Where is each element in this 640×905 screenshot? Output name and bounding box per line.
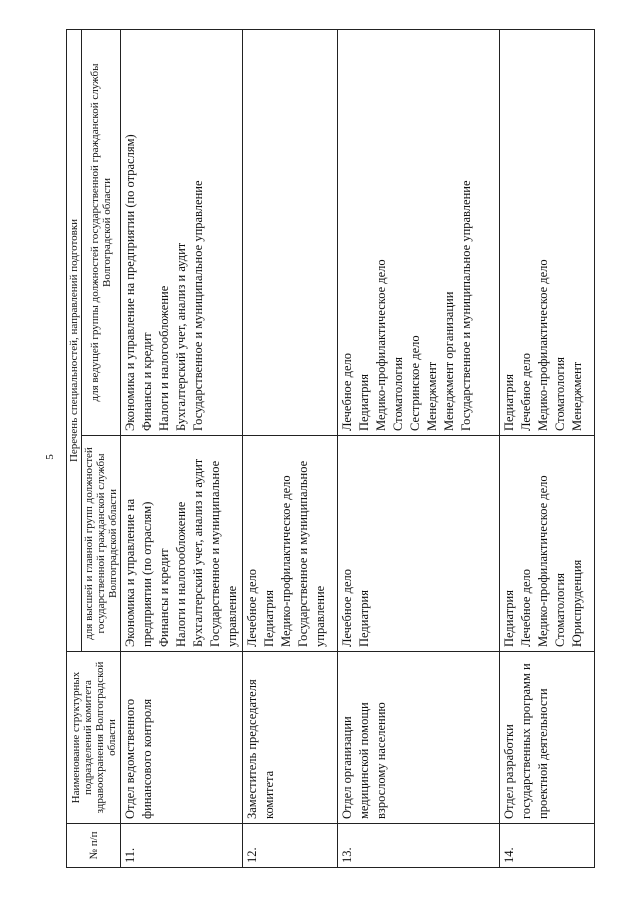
specialty-item: Стоматология — [553, 357, 567, 431]
specialties-table — [66, 29, 595, 868]
specialty-item: Финансы и кредит — [140, 332, 154, 431]
specialty-item: Бухгалтерский учет, анализ и аудит — [174, 242, 188, 431]
leading-specialties-cell — [243, 29, 338, 435]
specialty-item: Государственное и муниципальное управление — [296, 460, 327, 647]
table-row — [121, 29, 243, 867]
unit-name: Отдел ведомственного финансового контроля — [121, 652, 243, 824]
table-row — [243, 29, 338, 867]
specialty-item: Государственное и муниципальное управление — [459, 180, 473, 431]
specialty-item: Менеджмент — [425, 361, 439, 431]
page-number: 5 — [44, 454, 56, 460]
specialty-item: Менеджмент организации — [442, 291, 456, 431]
specialty-item: Медико-профилактическое дело — [279, 475, 293, 647]
specialty-item: Педиатрия — [502, 374, 516, 431]
row-number: 13. — [338, 824, 500, 868]
header-leading-group: для ведущей группы должностей государственной гражданской службы Волгоградской области — [82, 29, 121, 435]
unit-name: Заместитель председателя комитета — [243, 652, 338, 824]
unit-name: Отдел организации медицинской помощи взрослому населению — [338, 652, 500, 824]
senior-specialties-cell — [338, 436, 500, 652]
senior-specialties-cell — [121, 436, 243, 652]
specialty-item: Финансы и кредит — [157, 548, 171, 647]
specialty-item: Менеджмент — [570, 361, 584, 431]
header-specialties: Перечень специальностей, направлений подготовки — [67, 29, 82, 651]
leading-specialties-cell — [338, 29, 500, 435]
senior-specialties-cell — [243, 436, 338, 652]
rotated-page — [66, 15, 584, 885]
specialty-item: Лечебное дело — [340, 353, 354, 431]
specialty-item: Стоматология — [391, 357, 405, 431]
table-row — [338, 29, 500, 867]
specialty-item: Экономика и управление на предприятии (по отраслям) — [123, 498, 154, 647]
specialty-item: Бухгалтерский учет, анализ и аудит — [191, 458, 205, 647]
table-row — [500, 29, 595, 867]
specialty-item: Педиатрия — [357, 590, 371, 647]
header-senior-groups: для высшей и главной групп должностей государственной гражданской службы Волгоградской области — [82, 436, 121, 652]
specialty-item: Экономика и управление на предприятии (по отраслям) — [123, 134, 137, 431]
specialty-item: Лечебное дело — [245, 569, 259, 647]
unit-name: Отдел разработки государственных программ и проектной деятельности — [500, 652, 595, 824]
leading-specialties-cell — [500, 29, 595, 435]
specialty-item: Лечебное дело — [519, 569, 533, 647]
header-number: № п/п — [67, 824, 121, 868]
specialty-item: Медико-профилактическое дело — [374, 259, 388, 431]
row-number: 12. — [243, 824, 338, 868]
specialty-item: Педиатрия — [262, 590, 276, 647]
specialty-item: Налоги и налогообложение — [157, 285, 171, 431]
specialty-item: Медико-профилактическое дело — [536, 475, 550, 647]
senior-specialties-cell — [500, 436, 595, 652]
specialty-item: Педиатрия — [502, 590, 516, 647]
specialty-item: Медико-профилактическое дело — [536, 259, 550, 431]
specialty-item: Государственное и муниципальное управление — [208, 460, 239, 647]
header-unit: Наименование структурных подразделений комитета здравоохранения Волгоградской области — [67, 652, 121, 824]
table-body — [121, 29, 595, 867]
row-number: 14. — [500, 824, 595, 868]
specialty-item: Педиатрия — [357, 374, 371, 431]
specialty-item: Налоги и налогообложение — [174, 501, 188, 647]
specialty-item: Лечебное дело — [340, 569, 354, 647]
specialty-item: Сестринское дело — [408, 335, 422, 431]
specialty-item: Государственное и муниципальное управление — [191, 180, 205, 431]
specialty-item: Стоматология — [553, 573, 567, 647]
specialty-item: Юриспруденция — [570, 559, 584, 647]
specialty-item: Лечебное дело — [519, 353, 533, 431]
leading-specialties-cell — [121, 29, 243, 435]
row-number: 11. — [121, 824, 243, 868]
